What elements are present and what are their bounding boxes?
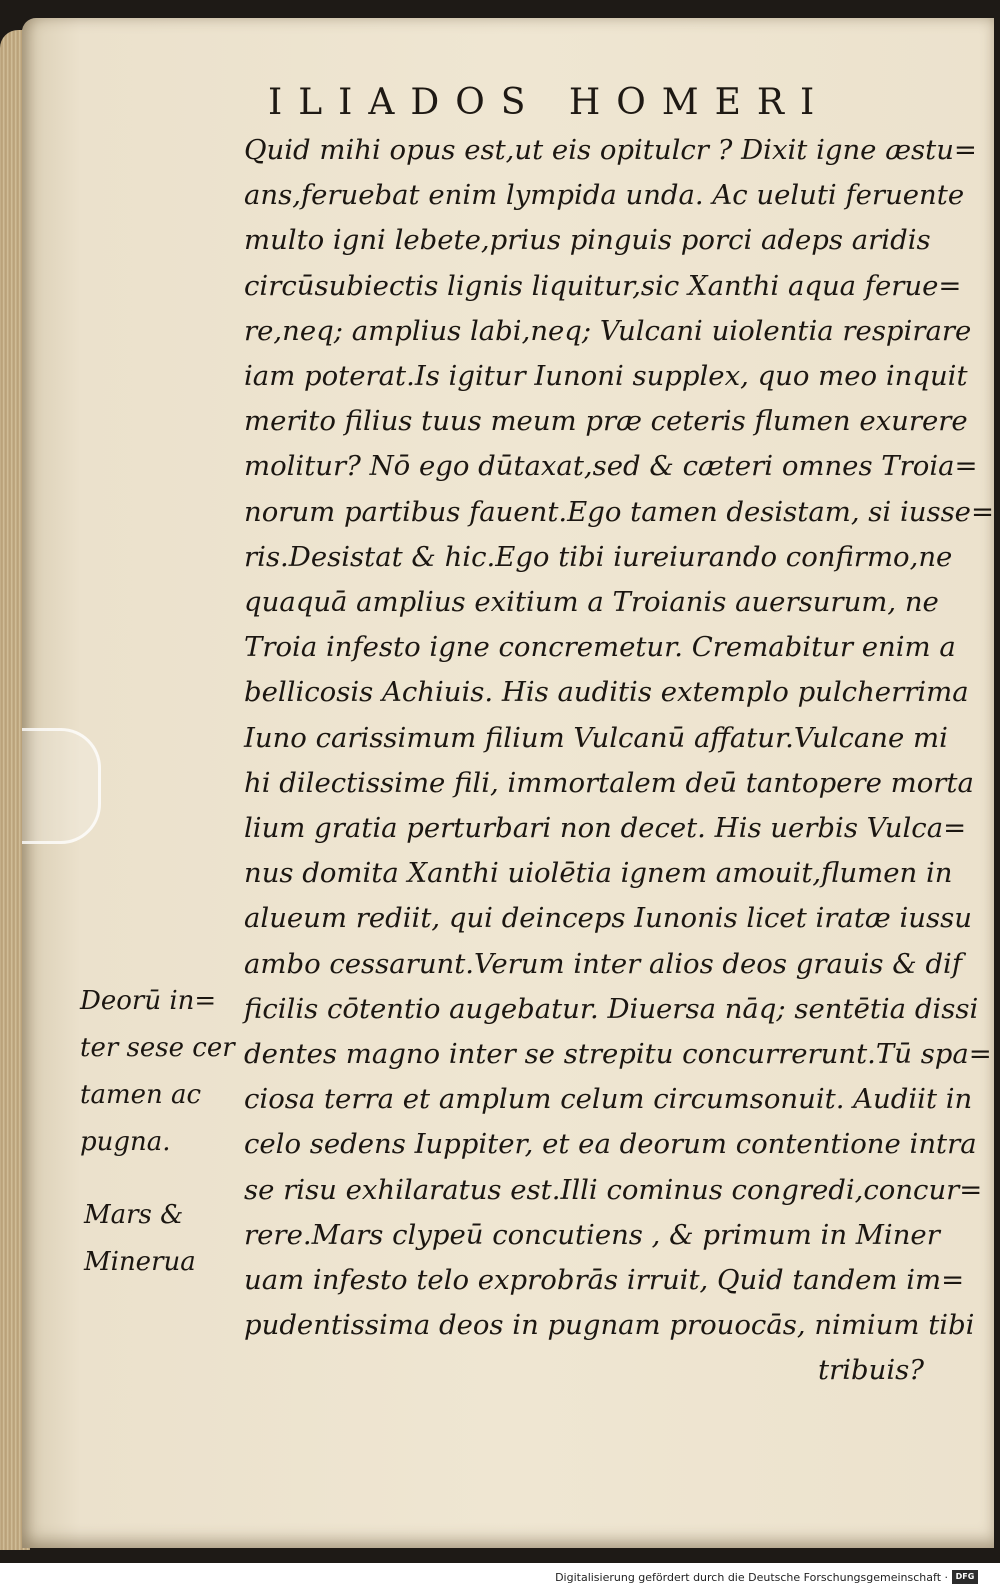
- text-line: se risu exhilaratus est.Illi cominus congredi,concur=: [244, 1173, 983, 1206]
- text-line: Troia infesto igne concremetur. Cremabitur enim a: [244, 631, 956, 664]
- page-tab-marker: [22, 728, 101, 844]
- text-line: ciosa terra et amplum celum circumsonuit. Audiit in: [244, 1083, 973, 1116]
- text-line: re,neq; amplius labi,neq; Vulcani uiolentia respirare: [244, 314, 972, 347]
- text-line: Iuno carissimum filium Vulcanū affatur.Vulcane mi: [244, 721, 948, 754]
- text-line: norum partibus fauent.Ego tamen desistam, si iusse=: [244, 495, 994, 528]
- dfg-logo: DFG: [952, 1570, 978, 1584]
- margin-note-line: ter sese cer: [80, 1033, 235, 1063]
- text-line: iam poterat.Is igitur Iunoni supplex, quo meo inquit: [244, 360, 968, 393]
- text-line: merito filius tuus meum præ ceteris flumen exurere: [244, 405, 968, 438]
- text-line: uam infesto telo exprobrās irruit, Quid tandem im=: [244, 1264, 965, 1297]
- text-line: hi dilectissime fili, immortalem deū tantopere morta: [244, 766, 974, 799]
- running-head: ILIADOS HOMERI: [268, 82, 831, 123]
- text-line: dentes magno inter se strepitu concurrerunt.Tū spa=: [244, 1038, 992, 1071]
- body-text: [244, 128, 994, 1394]
- margin-note-line: Minerua: [84, 1247, 196, 1277]
- margin-note-line: pugna.: [80, 1127, 171, 1157]
- text-line: ris.Desistat & hic.Ego tibi iureiurando confirmo,ne: [244, 540, 953, 573]
- margin-note-line: Mars &: [84, 1200, 184, 1230]
- text-line: Quid mihi opus est,ut eis opitulcr ? Dixit igne æstu=: [244, 134, 977, 166]
- text-line: lium gratia perturbari non decet. His uerbis Vulca=: [244, 812, 967, 845]
- margin-note-deorum: [80, 978, 240, 1166]
- footer-credit: Digitalisierung gefördert durch die Deutsche Forschungsgemeinschaft ·: [555, 1571, 948, 1584]
- text-line: molitur? Nō ego dūtaxat,sed & cæteri omnes Troia=: [244, 450, 978, 483]
- text-line: multo igni lebete,prius pinguis porci adeps aridis: [244, 224, 931, 257]
- text-line: ficilis cōtentio augebatur. Diuersa nāq; sentētia dissi: [244, 992, 979, 1025]
- text-line: ambo cessarunt.Verum inter alios deos grauis & dif: [244, 947, 963, 980]
- text-line: nus domita Xanthi uiolētia ignem amouit,flumen in: [244, 857, 953, 890]
- margin-note-line: tamen ac: [80, 1080, 202, 1110]
- footer-bar: [0, 1563, 1000, 1593]
- text-line: celo sedens Iuppiter, et ea deorum contentione intra: [244, 1128, 977, 1161]
- text-line: ans,feruebat enim lympida unda. Ac ueluti feruente: [244, 179, 965, 212]
- text-line: pudentissima deos in pugnam prouocās, nimium tibi: [244, 1309, 975, 1342]
- text-line: rere.Mars clypeū concutiens , & primum in Miner: [244, 1218, 940, 1251]
- text-line: alueum rediit, qui deinceps Iunonis licet iratæ iussu: [244, 902, 972, 935]
- text-line-last: tribuis?: [818, 1354, 924, 1387]
- text-line: circūsubiectis lignis liquitur,sic Xanthi aqua ferue=: [244, 269, 962, 302]
- text-line: bellicosis Achiuis. His auditis extemplo pulcherrima: [244, 676, 969, 709]
- margin-note-line: Deorū in=: [80, 986, 217, 1016]
- margin-note-mars: [84, 1192, 244, 1286]
- text-line: quaquā amplius exitium a Troianis auersurum, ne: [244, 586, 939, 619]
